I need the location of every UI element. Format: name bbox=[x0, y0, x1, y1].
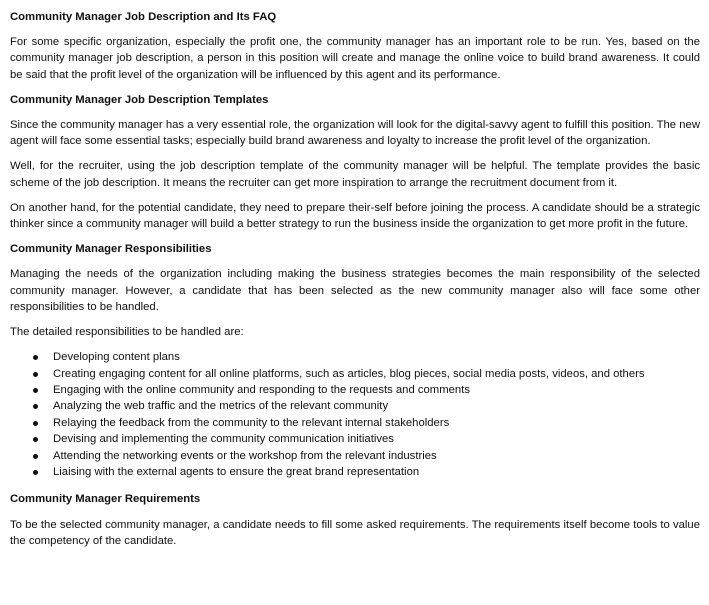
list-item bbox=[10, 366, 700, 382]
list-item bbox=[10, 382, 700, 398]
list-item bbox=[10, 431, 700, 447]
responsibilities-intro: The detailed responsibilities to be handled are: bbox=[10, 326, 244, 339]
list-item bbox=[10, 415, 700, 431]
bullet-icon bbox=[33, 404, 38, 409]
paragraph-templates-3: On another hand, for the potential candidate, they need to prepare their-self before joining the process. A candidate should be a strategic thinker since a community manager will build a better strategy to run the business inside the organization to get more profit in the future. bbox=[10, 201, 700, 231]
list-item-text: Devising and implementing the community communication initiatives bbox=[53, 433, 394, 446]
bullet-icon bbox=[33, 372, 38, 377]
document-body bbox=[10, 0, 700, 549]
bullet-icon bbox=[33, 454, 38, 459]
paragraph-responsibilities: Managing the needs of the organization including making the business strategies becomes the main responsibility of the selected community manager. However, a candidate that has been selected as the new community manager also will face some other responsibilities to be handled. bbox=[10, 268, 700, 313]
list-item-text: Liaising with the external agents to ensure the great brand representation bbox=[53, 465, 420, 478]
bullet-icon bbox=[33, 470, 38, 475]
section-heading-templates: Community Manager Job Description Templates bbox=[10, 93, 269, 106]
section-heading-requirements: Community Manager Requirements bbox=[10, 493, 201, 506]
responsibilities-list bbox=[10, 349, 700, 480]
bullet-icon bbox=[33, 437, 38, 442]
list-item-text: Attending the networking events or the workshop from the relevant industries bbox=[53, 449, 437, 462]
list-item-text: Analyzing the web traffic and the metrics of the relevant community bbox=[53, 400, 389, 413]
bullet-icon bbox=[33, 355, 38, 360]
list-item bbox=[10, 349, 700, 365]
paragraph-templates-2: Well, for the recruiter, using the job description template of the community manager will be helpful. The template provides the basic scheme of the job description. It means the recruiter can get more inspiration to arrange the recruitment document from it. bbox=[10, 160, 700, 189]
bullet-icon bbox=[33, 421, 38, 426]
list-item-text: Engaging with the online community and responding to the requests and comments bbox=[53, 384, 470, 397]
section-heading-responsibilities: Community Manager Responsibilities bbox=[10, 243, 212, 256]
bullet-icon bbox=[33, 388, 38, 393]
paragraph-requirements: To be the selected community manager, a candidate needs to fill some asked requirements. The requirements itself become tools to value the competency of the candidate. bbox=[10, 518, 700, 547]
list-item-text: Creating engaging content for all online platforms, such as articles, blog pieces, social media posts, videos, and others bbox=[53, 367, 645, 380]
list-item bbox=[10, 448, 700, 464]
list-item bbox=[10, 398, 700, 414]
list-item-text: Relaying the feedback from the community to the relevant internal stakeholders bbox=[53, 416, 450, 429]
paragraph-templates-1: Since the community manager has a very essential role, the organization will look for the digital-savvy agent to fulfill this position. The new agent will face some essential tasks; especially build brand awareness and loyalty to increase the profit level of the organization. bbox=[10, 119, 700, 148]
section-heading-faq: Community Manager Job Description and Its FAQ bbox=[10, 11, 277, 23]
paragraph-faq-intro: For some specific organization, especially the profit one, the community manager has an important role to be run. Yes, based on the community manager job description, a person in this position will create and manage the online voice to build brand awareness. It could be said that the profit level of the organization will be influenced by this agent and its performance. bbox=[10, 36, 700, 81]
list-item bbox=[10, 464, 700, 480]
list-item-text: Developing content plans bbox=[53, 351, 180, 364]
